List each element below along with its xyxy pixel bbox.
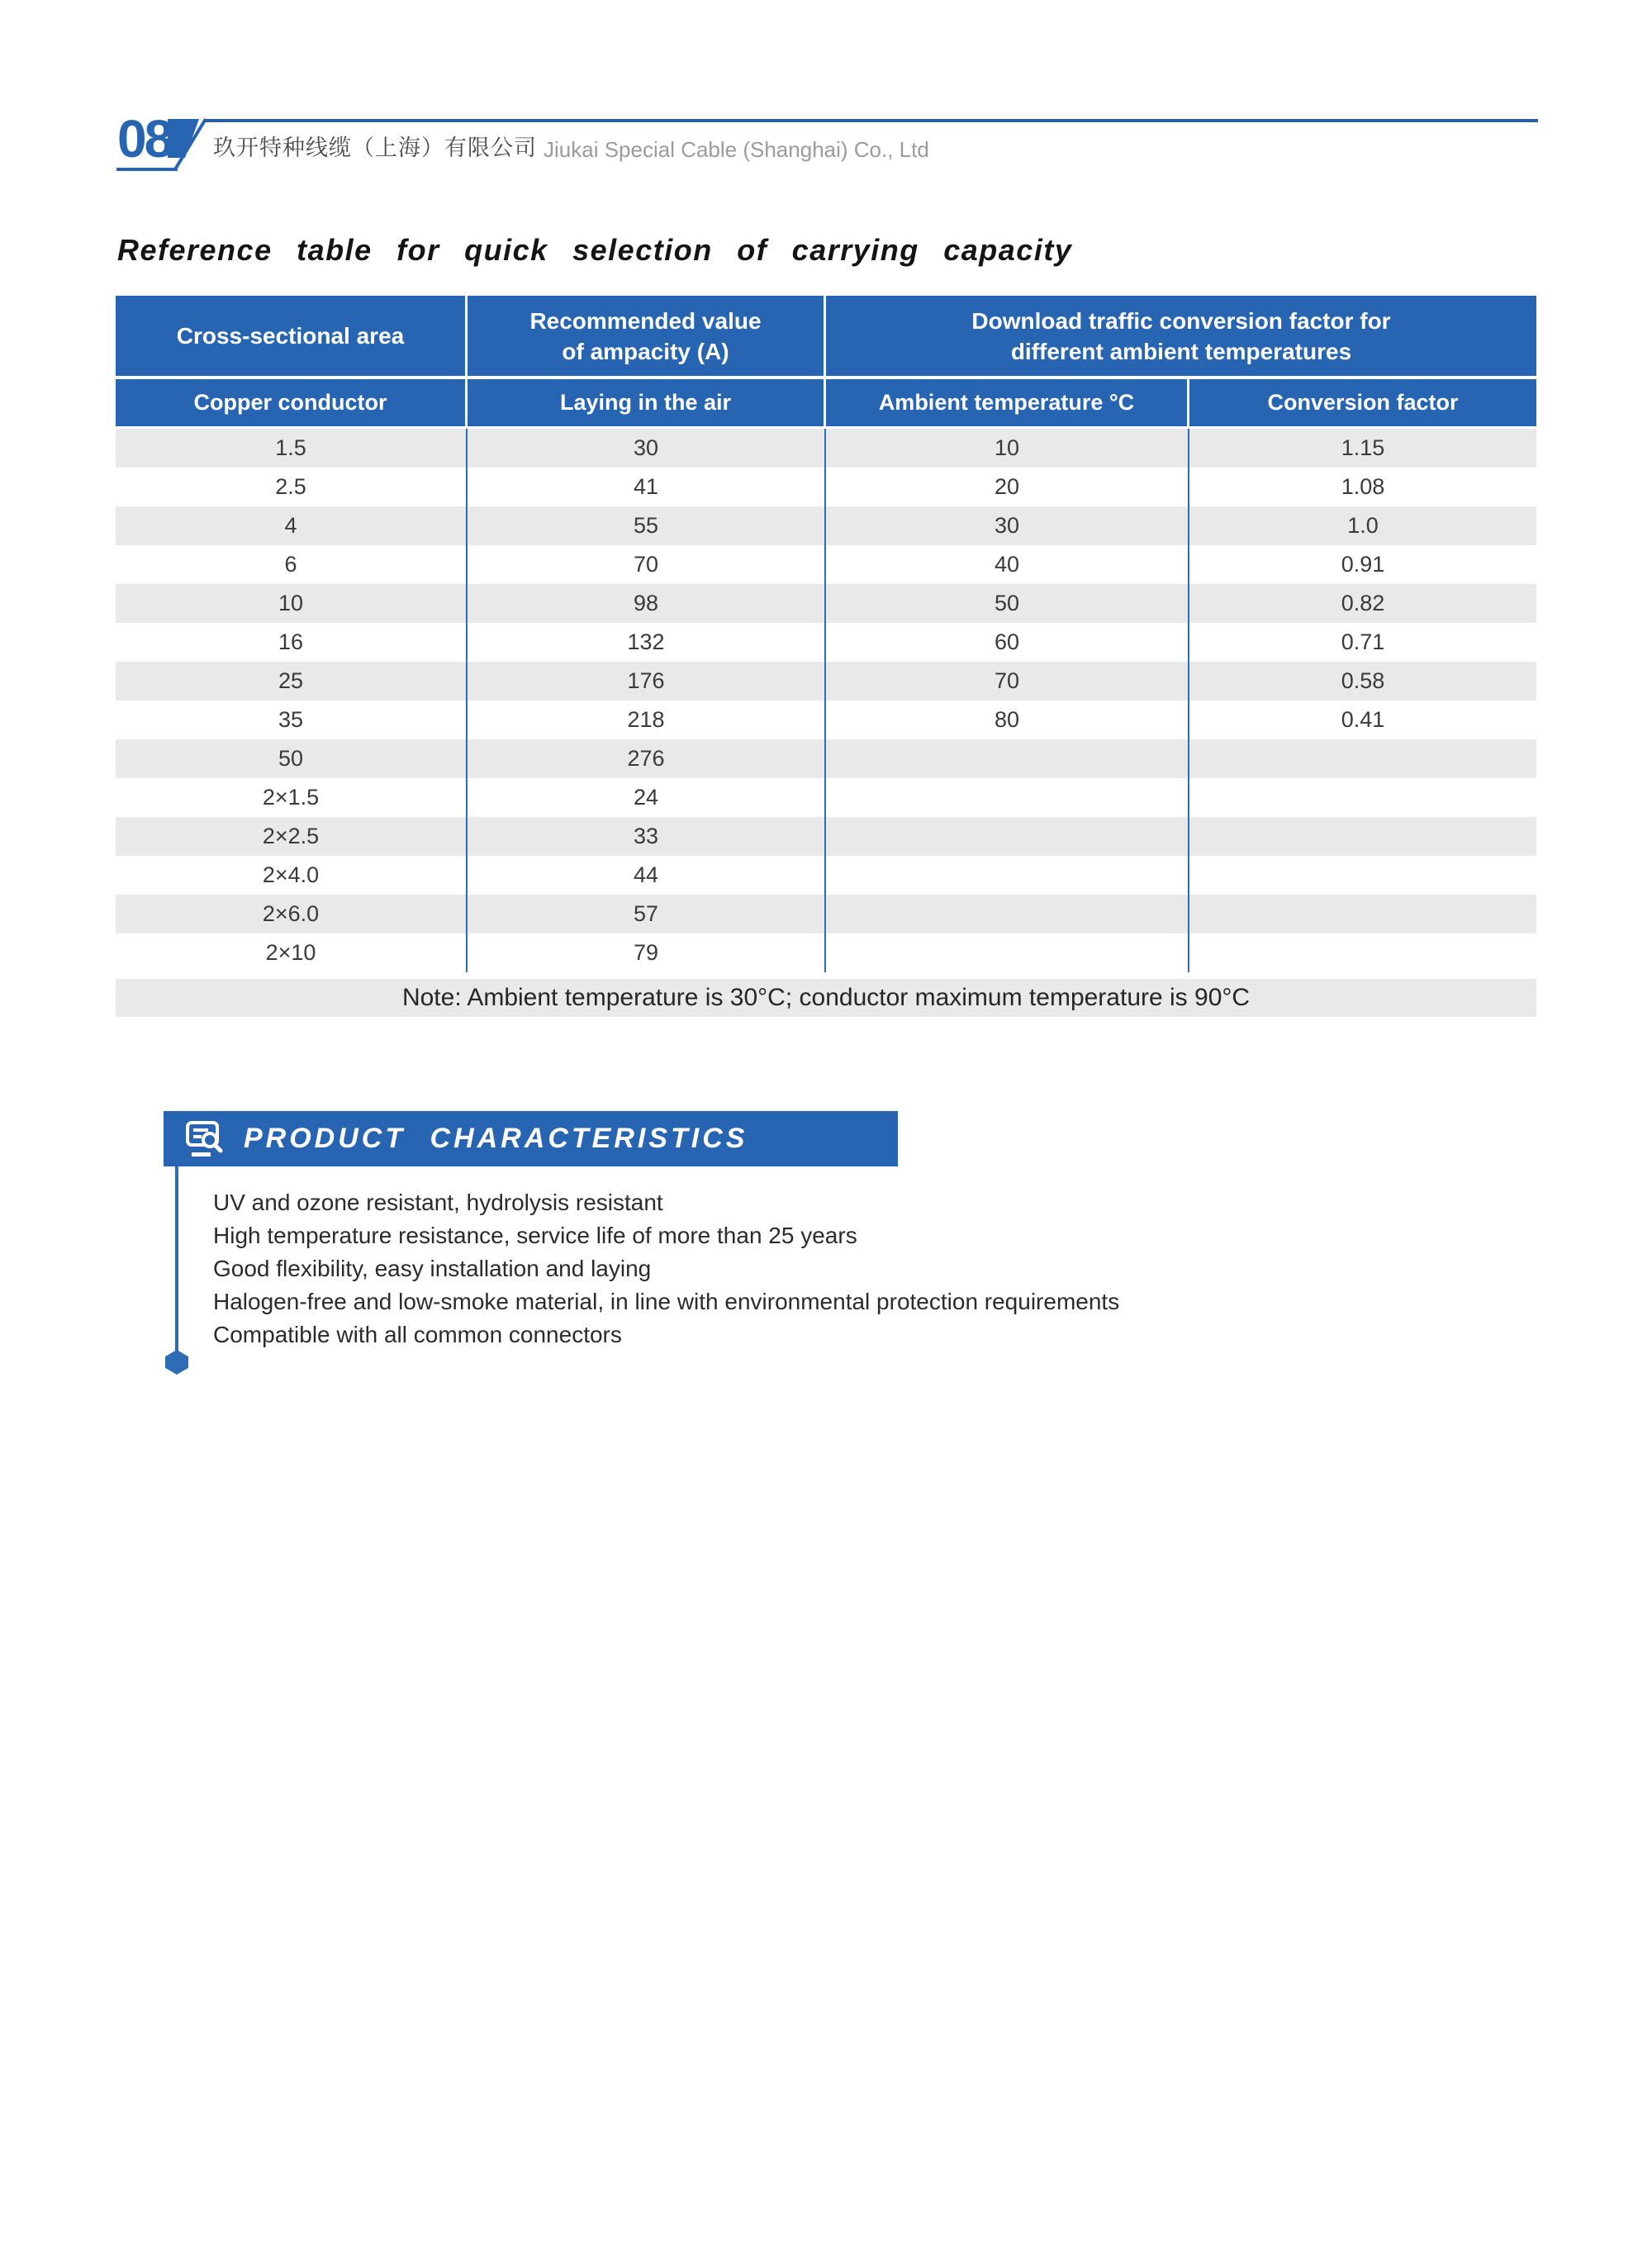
table-row — [116, 584, 1536, 623]
table-cell: 33 — [468, 817, 826, 856]
table-cell: 6 — [116, 545, 468, 584]
table-cell — [826, 817, 1189, 856]
table-cell: 25 — [116, 662, 468, 701]
table-cell: 0.91 — [1341, 552, 1385, 577]
table-cell: 70 — [468, 545, 826, 584]
table-cell: 4 — [116, 506, 468, 545]
table-cell: 2×1.5 — [116, 778, 468, 817]
table-cell: 40 — [826, 545, 1189, 584]
table-cell — [1189, 895, 1536, 933]
column-header-conversion-factor: Conversion factor — [1267, 390, 1459, 415]
table-row — [116, 623, 1536, 662]
table-cell — [826, 778, 1189, 817]
table-cell: 1.08 — [1341, 474, 1385, 499]
page-number: 08 — [117, 109, 172, 169]
characteristic-item: Compatible with all common connectors — [213, 1322, 622, 1347]
table-cell — [826, 895, 1189, 933]
table-cell: 57 — [468, 895, 826, 933]
table-cell: 16 — [116, 623, 468, 662]
table-group-header-row — [116, 296, 1536, 376]
table-cell: 1.15 — [1341, 435, 1385, 460]
product-characteristics-title: PRODUCT CHARACTERISTICS — [244, 1123, 748, 1154]
table-cell: 2×6.0 — [116, 895, 468, 933]
table-cell: 2×2.5 — [116, 817, 468, 856]
table-row — [116, 856, 1536, 895]
table-cell — [1189, 817, 1536, 856]
column-header-ambient-temperature: Ambient temperature °C — [826, 379, 1189, 426]
table-cell: 10 — [116, 584, 468, 623]
table-cell: 80 — [826, 701, 1189, 739]
table-cell: 0.58 — [1341, 668, 1385, 693]
table-cell: 10 — [826, 429, 1189, 468]
table-cell: 55 — [468, 506, 826, 545]
table-row — [116, 817, 1536, 856]
magnifier-handle — [215, 1145, 221, 1151]
table-row — [116, 701, 1536, 739]
table-cell — [826, 933, 1189, 972]
table-row — [116, 429, 1536, 468]
table-cell: 44 — [468, 856, 826, 895]
table-cell: 20 — [826, 468, 1189, 506]
table-cell: 2.5 — [116, 468, 468, 506]
table-cell: 176 — [468, 662, 826, 701]
product-characteristics-banner — [164, 1111, 898, 1166]
table-cell: 0.71 — [1341, 629, 1385, 654]
table-cell: 30 — [468, 429, 826, 468]
table-row — [116, 662, 1536, 701]
table-cell: 30 — [826, 506, 1189, 545]
table-cell: 276 — [468, 739, 826, 778]
group-header-text-line2: different ambient temperatures — [1010, 338, 1352, 364]
table-row — [116, 895, 1536, 933]
table-cell: 24 — [468, 778, 826, 817]
table-row — [116, 545, 1536, 584]
document-search-icon — [186, 1121, 224, 1157]
table-cell: 0.82 — [1341, 591, 1385, 615]
characteristic-item: UV and ozone resistant, hydrolysis resistant — [213, 1190, 663, 1215]
company-name-chinese: 玖开特种线缆（上海）有限公司 — [213, 135, 537, 160]
capacity-table — [116, 296, 1536, 1017]
group-header-cross-sectional-area — [116, 296, 468, 376]
table-cell: 60 — [826, 623, 1189, 662]
table-cell — [826, 856, 1189, 895]
characteristic-item: Halogen-free and low-smoke material, in line with environmental protection requirements — [213, 1289, 1120, 1314]
table-cell: 132 — [468, 623, 826, 662]
table-cell: 2×10 — [116, 933, 468, 972]
table-cell: 0.41 — [1341, 707, 1385, 732]
connector-line — [175, 1166, 178, 1353]
table-cell — [826, 739, 1189, 778]
column-header-copper-conductor: Copper conductor — [116, 379, 468, 426]
company-name-english: Jiukai Special Cable (Shanghai) Co., Ltd — [544, 137, 929, 162]
table-row — [116, 933, 1536, 972]
characteristic-item: High temperature resistance, service life of more than 25 years — [213, 1223, 857, 1248]
characteristic-item: Good flexibility, easy installation and laying — [213, 1256, 652, 1281]
table-row — [116, 506, 1536, 545]
section-title: Reference table for quick selection of carrying capacity — [117, 233, 1073, 267]
table-cell: 35 — [116, 701, 468, 739]
table-cell: 50 — [826, 584, 1189, 623]
icon-base-bar — [192, 1152, 211, 1157]
table-cell — [1189, 856, 1536, 895]
group-header-text: Cross-sectional area — [176, 323, 405, 349]
table-cell: 79 — [468, 933, 826, 972]
table-subheader-row — [116, 379, 1536, 426]
table-row — [116, 739, 1536, 778]
table-cell — [1189, 739, 1536, 778]
table-cell: 41 — [468, 468, 826, 506]
table-cell: 1.0 — [1347, 513, 1379, 538]
characteristics-list — [213, 1186, 1119, 1351]
table-cell: 2×4.0 — [116, 856, 468, 895]
table-row — [116, 778, 1536, 817]
table-row — [116, 468, 1536, 506]
table-cell — [1189, 778, 1536, 817]
group-header-conversion-factor — [826, 296, 1536, 376]
group-header-text-line1: Recommended value — [529, 307, 762, 334]
table-cell: 70 — [826, 662, 1189, 701]
table-cell: 218 — [468, 701, 826, 739]
group-header-ampacity — [468, 296, 826, 376]
table-cell — [1189, 933, 1536, 972]
column-header-laying-in-air: Laying in the air — [468, 379, 826, 426]
table-note: Note: Ambient temperature is 30°C; conductor maximum temperature is 90°C — [116, 979, 1536, 1017]
group-header-text-line1: Download traffic conversion factor for — [971, 307, 1391, 334]
group-header-text-line2: of ampacity (A) — [562, 338, 729, 364]
table-body — [116, 429, 1536, 972]
table-cell: 1.5 — [116, 429, 468, 468]
connector-end-diamond — [165, 1350, 188, 1375]
table-cell: 50 — [116, 739, 468, 778]
table-cell: 98 — [468, 584, 826, 623]
